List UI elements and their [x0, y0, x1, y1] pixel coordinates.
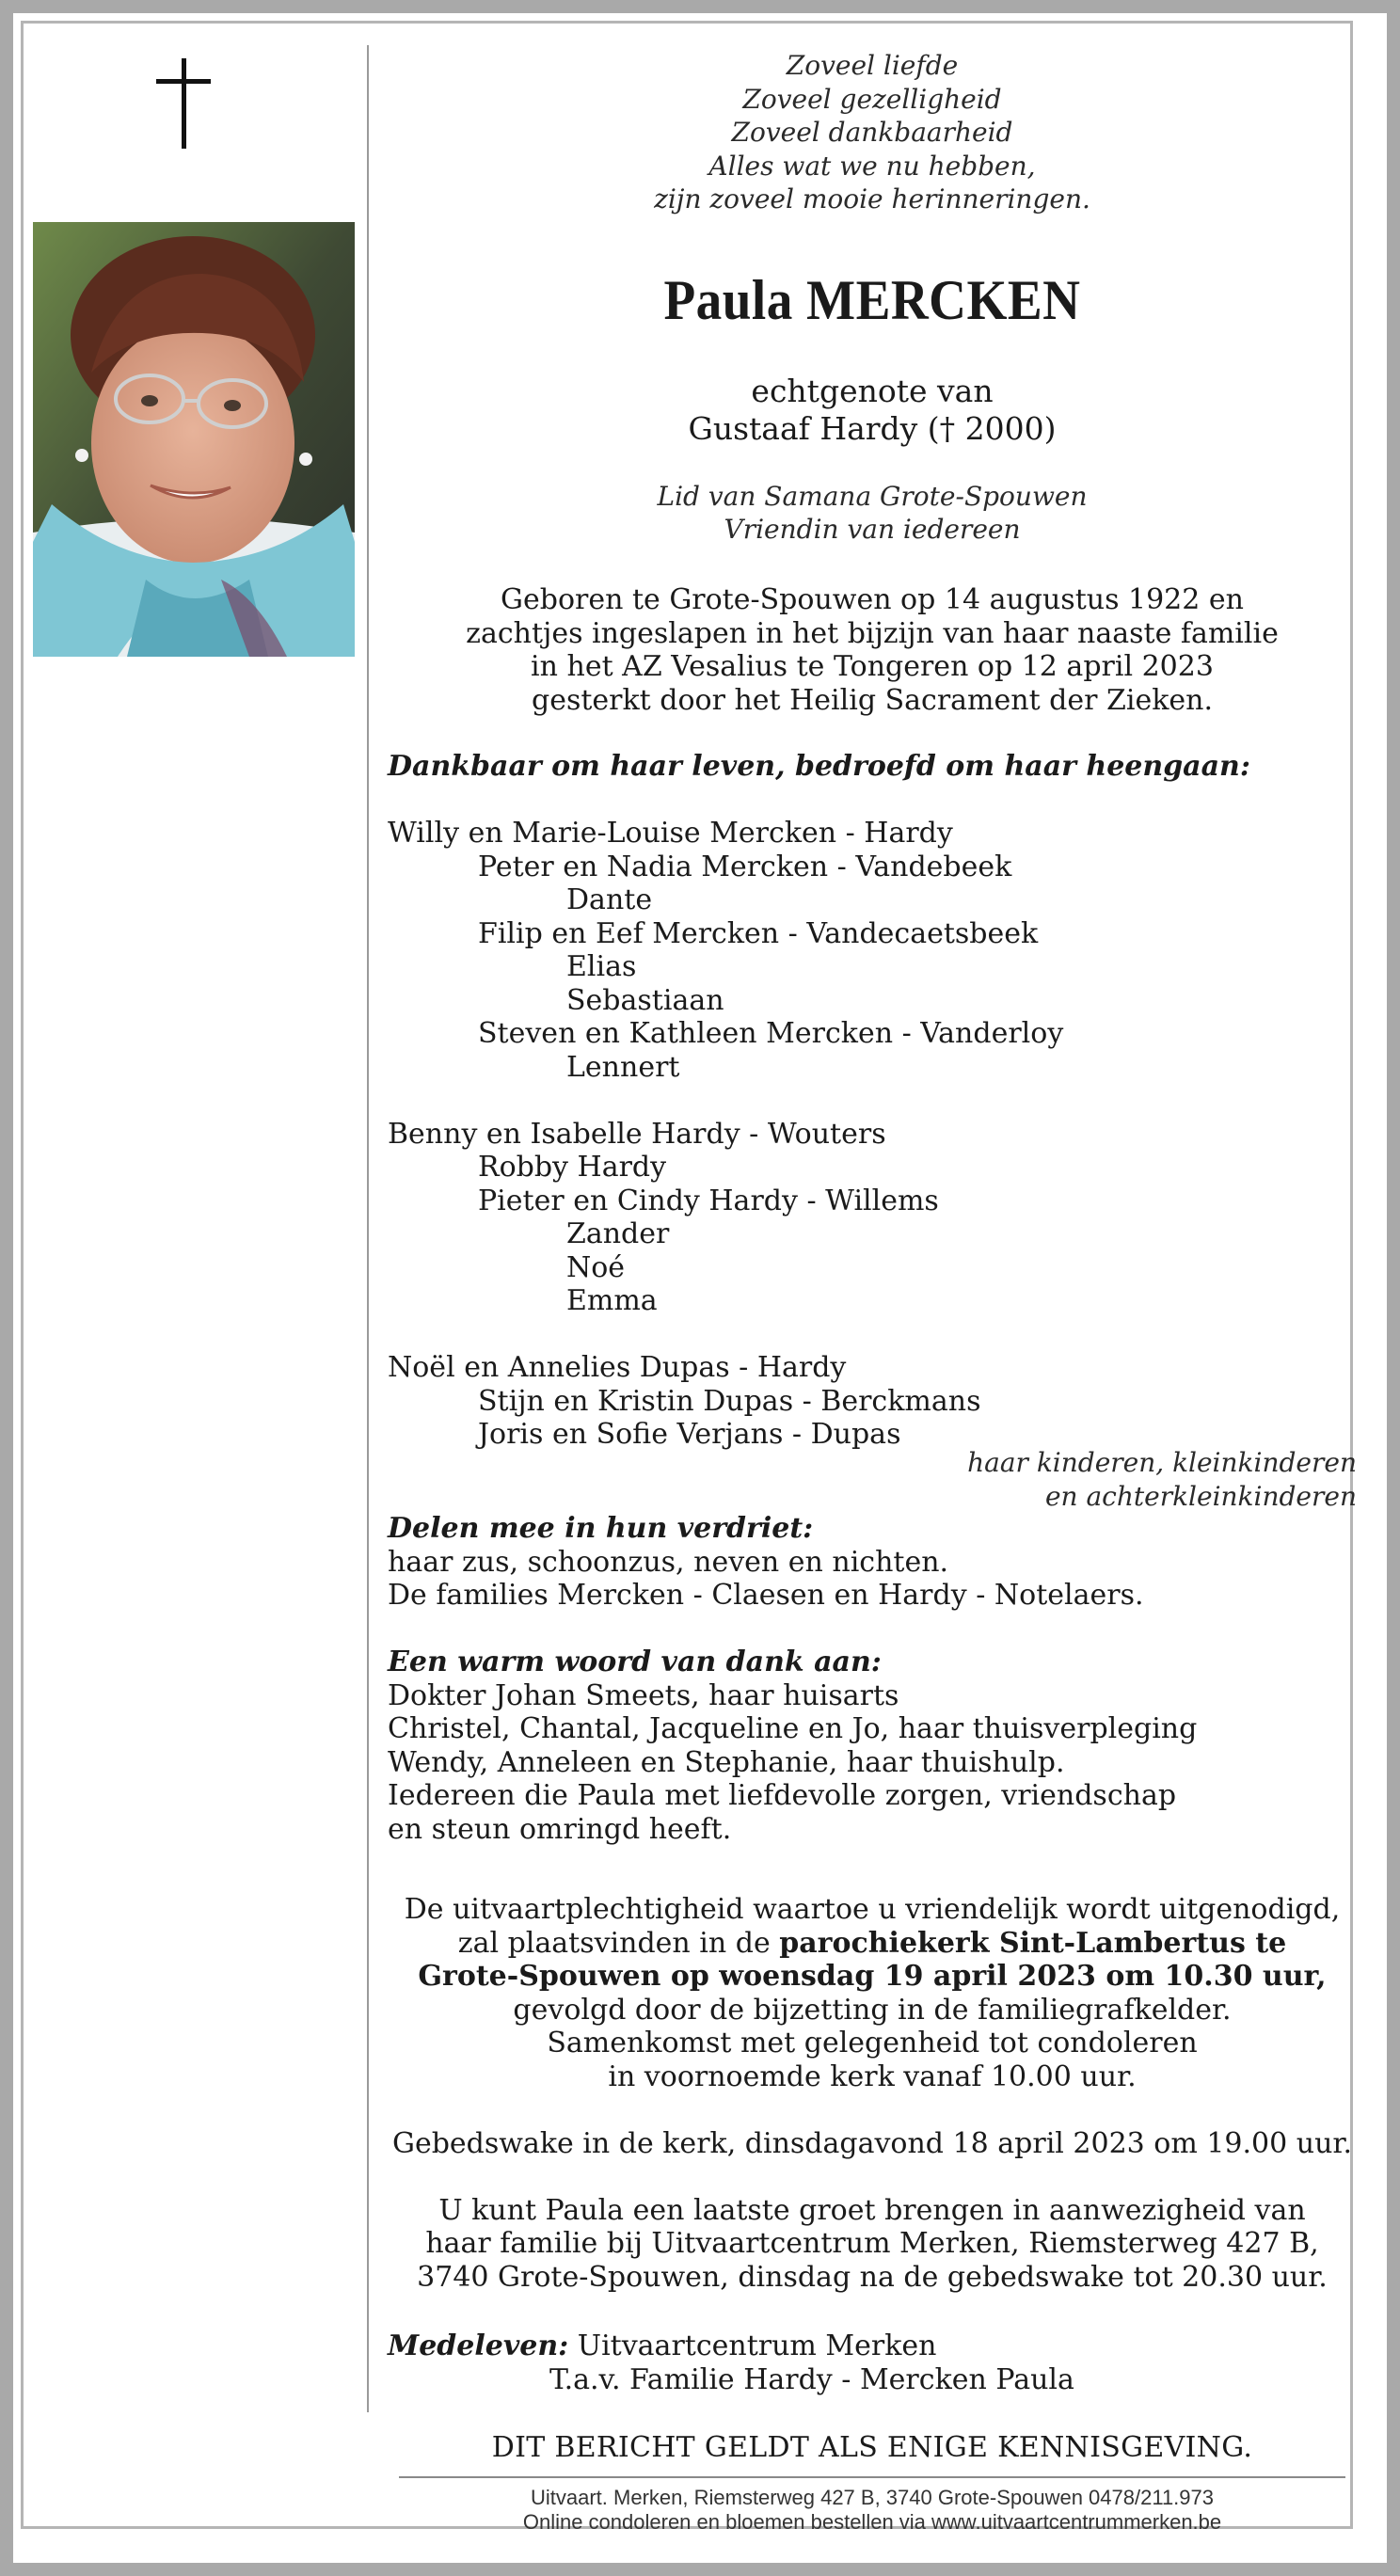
- birth-death-info: [388, 583, 1357, 717]
- family-line: Filip en Eef Mercken - Vandecaetsbeek: [478, 916, 1039, 950]
- funeral-date: Grote-Spouwen op woensdag 19 april 2023 om 10.30 uur,: [418, 1960, 1327, 1993]
- family-line: Zander: [566, 1217, 670, 1250]
- family-line: Peter en Nadia Mercken - Vandebeek: [478, 850, 1012, 883]
- footer-line: Online condoleren en bloemen bestellen via www.uitvaartcentrummerken.be: [522, 2510, 1222, 2534]
- family-line: Robby Hardy: [478, 1151, 667, 1184]
- birth-line: in het AZ Vesalius te Tongeren op 12 april 2023: [531, 650, 1214, 683]
- children-caption: [388, 1446, 1357, 1513]
- family-line: Sebastiaan: [566, 983, 724, 1017]
- birth-line: gesterkt door het Heilig Sacrament der Zieken.: [532, 683, 1213, 717]
- family-line: Noé: [566, 1250, 626, 1284]
- grateful-heading: Dankbaar om haar leven, bedroefd om haar heengaan:: [388, 750, 1250, 783]
- deceased-name: Paula MERCKEN: [663, 269, 1081, 331]
- family-line: Stijn en Kristin Dupas - Berckmans: [478, 1384, 981, 1418]
- birth-line: zachtjes ingeslapen in het bijzijn van haar naaste familie: [466, 616, 1279, 650]
- thanks-line: Dokter Johan Smeets, haar huisarts: [388, 1678, 899, 1712]
- church-name: parochiekerk Sint-Lambertus te: [779, 1926, 1287, 1960]
- funeral-line: [388, 1927, 1357, 1961]
- wake-info: Gebedswake in de kerk, dinsdagavond 18 april 2023 om 19.00 uur.: [392, 2126, 1352, 2160]
- condolence-section: [388, 2330, 1357, 2396]
- thanks-line: Wendy, Anneleen en Stephanie, haar thuishulp.: [388, 1745, 1065, 1779]
- funeral-line: Samenkomst met gelegenheid tot condoleren: [547, 2027, 1198, 2059]
- footer: [388, 2486, 1357, 2535]
- footer-line: Uitvaart. Merken, Riemsterweg 427 B, 3740 Grote-Spouwen 0478/211.973: [531, 2486, 1214, 2509]
- condolence-attention: T.a.v. Familie Hardy - Mercken Paula: [549, 2362, 1074, 2396]
- thanks-line: en steun omringd heeft.: [388, 1812, 732, 1846]
- greeting-line: U kunt Paula een laatste groet brengen in aanwezigheid van: [438, 2193, 1306, 2227]
- family-line: Noël en Annelies Dupas - Hardy: [388, 1351, 847, 1384]
- spouse-info: [388, 373, 1357, 448]
- column-divider: [367, 45, 369, 2412]
- footer-divider: [399, 2476, 1345, 2478]
- poem-line: zijn zoveel mooie herinneringen.: [654, 183, 1090, 215]
- share-heading: Delen mee in hun verdriet:: [388, 1512, 814, 1545]
- family-line: Willy en Marie-Louise Mercken - Hardy: [388, 817, 953, 850]
- condolence-address: Uitvaartcentrum Merken: [568, 2330, 937, 2362]
- membership-line: Vriendin van iedereen: [724, 514, 1021, 545]
- thanks-line: Christel, Chantal, Jacqueline en Jo, haar thuisverpleging: [388, 1712, 1198, 1745]
- membership-info: [388, 480, 1357, 546]
- spouse-line: echtgenote van: [751, 373, 994, 409]
- funeral-details: [388, 1893, 1357, 2294]
- greeting-line: haar familie bij Uitvaartcentrum Merken, Riemsterweg 427 B,: [425, 2227, 1319, 2260]
- thanks-heading: Een warm woord van dank aan:: [388, 1646, 882, 1678]
- caption-line: haar kinderen, kleinkinderen: [967, 1447, 1357, 1478]
- family-line: Steven en Kathleen Mercken - Vanderloy: [478, 1017, 1064, 1050]
- funeral-line: in voornoemde kerk vanaf 10.00 uur.: [608, 2059, 1137, 2093]
- family-section: [388, 750, 1357, 1452]
- spouse-line: Gustaaf Hardy († 2000): [688, 410, 1057, 447]
- family-line: Dante: [566, 883, 653, 916]
- membership-line: Lid van Samana Grote-Spouwen: [657, 481, 1088, 512]
- birth-line: Geboren te Grote-Spouwen op 14 augustus 1922 en: [501, 583, 1244, 616]
- condolence-label: Medeleven:: [388, 2330, 569, 2362]
- poem-line: Zoveel gezelligheid: [742, 83, 1002, 115]
- family-line: Benny en Isabelle Hardy - Wouters: [388, 1117, 886, 1151]
- funeral-line: De uitvaartplechtigheid waartoe u vriendelijk wordt uitgenodigd,: [404, 1893, 1341, 1926]
- condolence-line: [388, 2330, 1357, 2363]
- official-notice: DIT BERICHT GELDT ALS ENIGE KENNISGEVING.: [491, 2431, 1253, 2464]
- memorial-poem: [388, 49, 1357, 216]
- family-line: Lennert: [566, 1050, 680, 1084]
- funeral-text: zal plaatsvinden in de: [457, 1926, 780, 1960]
- family-line: Elias: [566, 950, 637, 983]
- share-line: De families Mercken - Claesen en Hardy - Notelaers.: [388, 1579, 1144, 1612]
- portrait-photo: [33, 222, 355, 657]
- family-line: Pieter en Cindy Hardy - Willems: [478, 1184, 939, 1217]
- funeral-line: gevolgd door de bijzetting in de familiegrafkelder.: [513, 1993, 1232, 2027]
- poem-line: Zoveel liefde: [786, 50, 959, 81]
- share-section: [388, 1512, 1357, 1846]
- caption-line: en achterkleinkinderen: [1044, 1480, 1357, 1512]
- poem-line: Zoveel dankbaarheid: [731, 117, 1013, 148]
- family-line: Emma: [566, 1284, 658, 1317]
- thanks-line: Iedereen die Paula met liefdevolle zorgen, vriendschap: [388, 1779, 1177, 1812]
- share-line: haar zus, schoonzus, neven en nichten.: [388, 1545, 949, 1579]
- cross-icon: [156, 58, 213, 149]
- poem-line: Alles wat we nu hebben,: [708, 150, 1036, 182]
- greeting-line: 3740 Grote-Spouwen, dinsdag na de gebedswake tot 20.30 uur.: [417, 2260, 1328, 2294]
- family-line: Joris en Sofie Verjans - Dupas: [478, 1418, 901, 1451]
